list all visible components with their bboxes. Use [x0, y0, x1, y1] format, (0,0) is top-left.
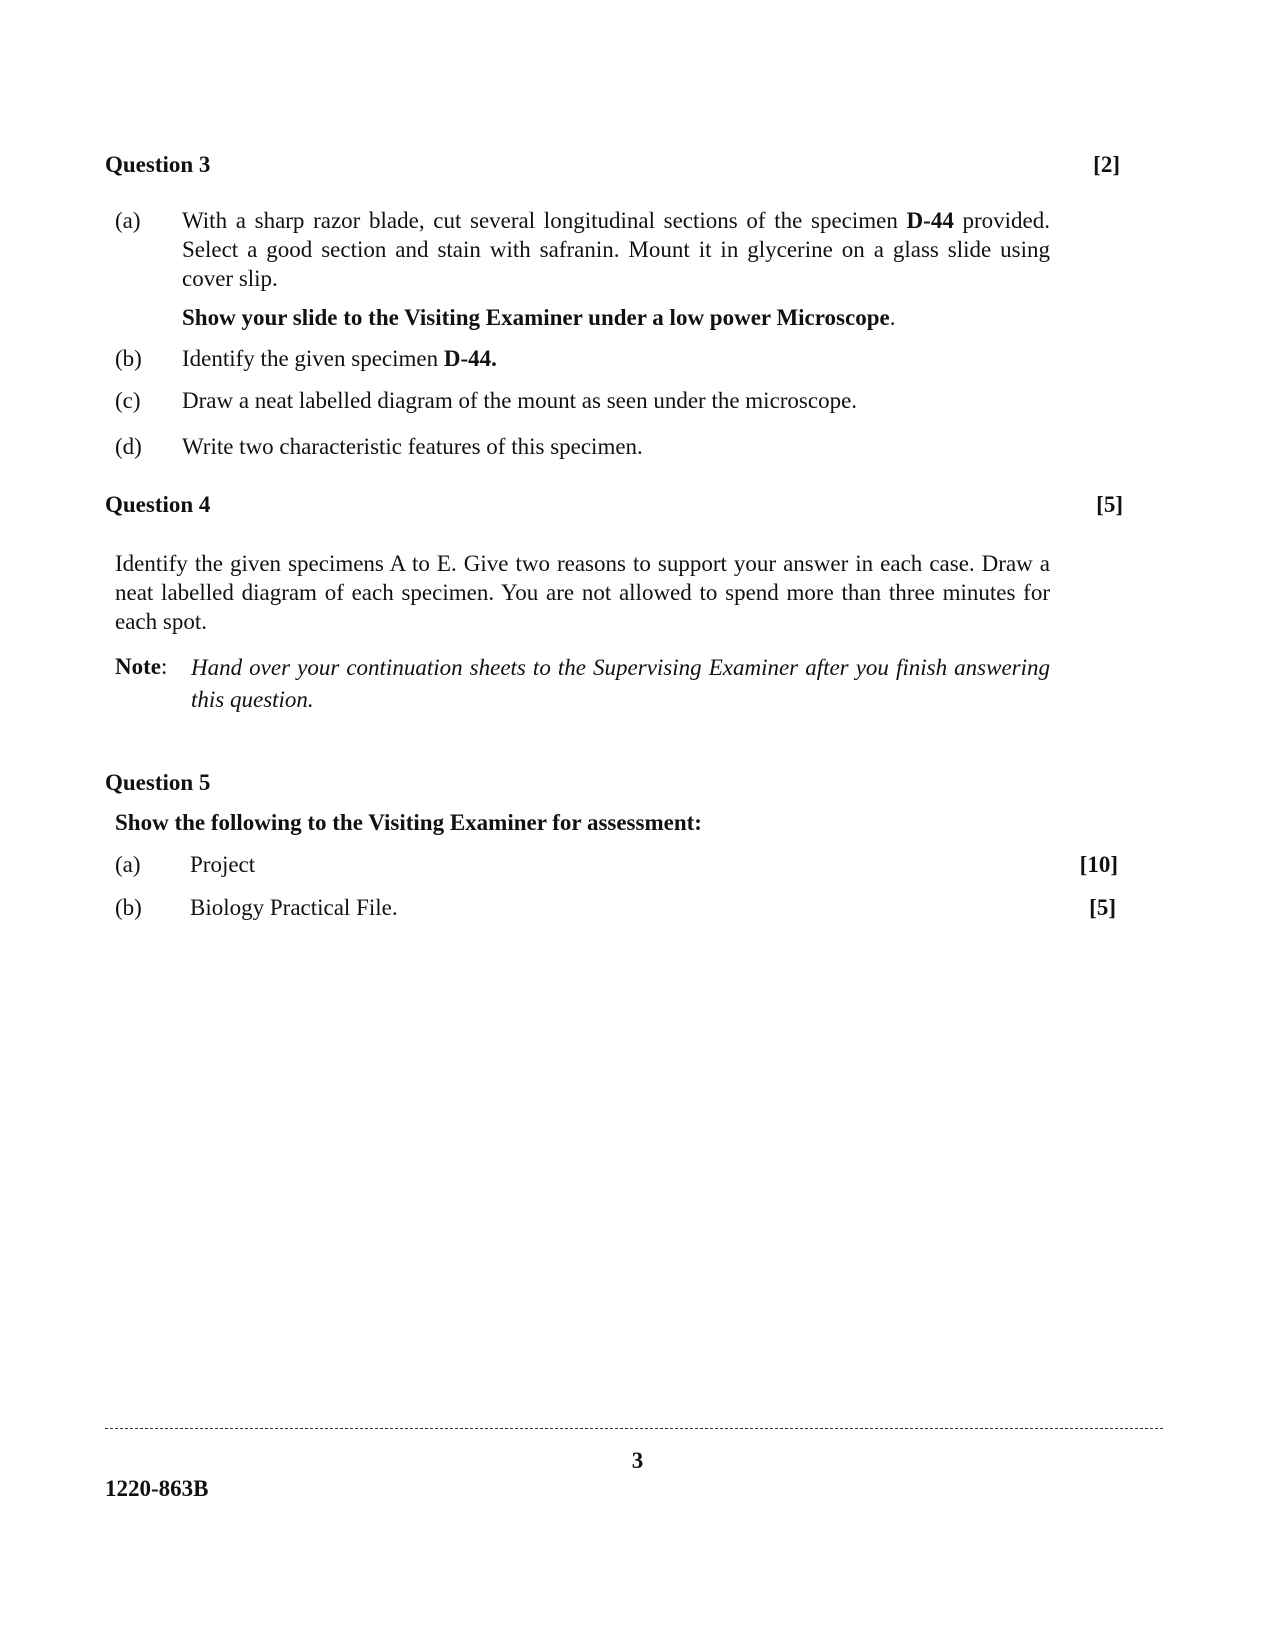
q3-a-instruction: Show your slide to the Visiting Examiner under a low power Microscope. [182, 305, 896, 330]
q3-c-text: Draw a neat labelled diagram of the mount as seen under the microscope. [182, 388, 858, 413]
q3-b-label: (b) [115, 346, 142, 371]
q5-b-marks: [5] [1089, 895, 1116, 920]
q3-a-text: With a sharp razor blade, cut several longitudinal sections of the specimen D-44 provided. Select a good section and stain with safranin. Mount it in glycerine on a glass slide using cover slip. [182, 208, 1051, 291]
q5-b-text: Biology Practical File. [190, 895, 398, 920]
question-3-marks: [2] [1093, 152, 1120, 177]
q3-c-label: (c) [115, 388, 141, 413]
q4-note-text: Hand over your continuation sheets to the Supervising Examiner after you finish answering this question. [191, 655, 1050, 712]
paper-code: 1220-863B [105, 1476, 209, 1501]
q5-a-text: Project [190, 852, 256, 877]
question-4-marks: [5] [1096, 492, 1123, 517]
question-5-heading: Question 5 [105, 770, 211, 795]
footer-divider [105, 1428, 1163, 1429]
q3-d-text: Write two characteristic features of this specimen. [182, 434, 643, 459]
specimen-code: D-44 [906, 208, 954, 233]
q3-a-label: (a) [115, 208, 141, 233]
question-4-heading: Question 4 [105, 492, 211, 517]
q3-d-label: (d) [115, 434, 142, 459]
q5-b-label: (b) [115, 895, 142, 920]
question-4-body: Identify the given specimens A to E. Give two reasons to support your answer in each case. Draw a neat labelled diagram of each specimen. You are not allowed to spend more than three minutes for each spot. [115, 551, 1050, 634]
q5-a-label: (a) [115, 852, 141, 877]
q5-a-marks: [10] [1079, 852, 1118, 877]
question-5-intro: Show the following to the Visiting Examiner for assessment: [115, 810, 702, 835]
q4-note-label: Note: [115, 654, 168, 679]
question-3-heading: Question 3 [105, 152, 211, 177]
page-number: 3 [631, 1448, 644, 1473]
q3-b-text: Identify the given specimen D-44. [182, 346, 497, 371]
